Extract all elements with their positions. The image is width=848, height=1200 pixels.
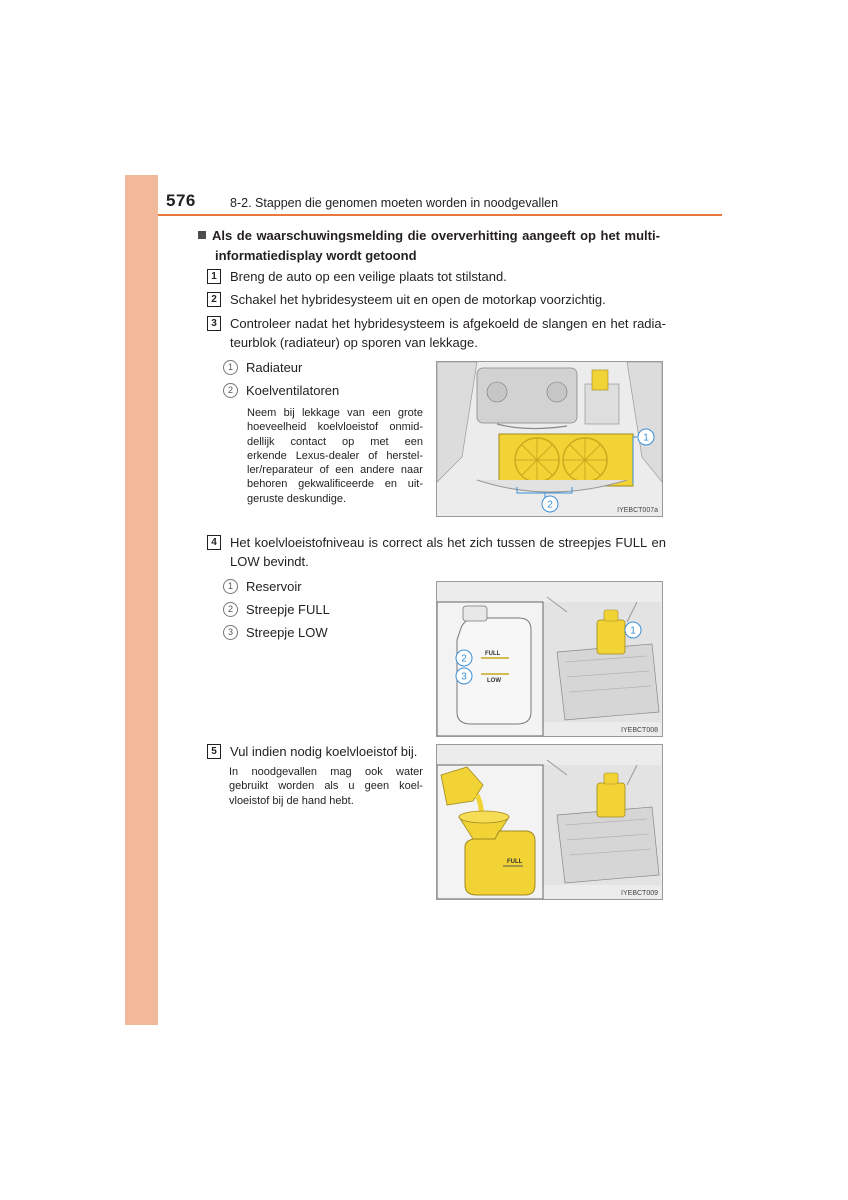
step-word: slangen bbox=[542, 316, 588, 331]
step-word: radia- bbox=[632, 316, 666, 331]
step-word: hybridesysteem bbox=[353, 316, 445, 331]
step-text: Schakel het hybridesysteem uit en open de motorkap voorzichtig. bbox=[230, 292, 606, 307]
step-word: als bbox=[426, 535, 443, 550]
heading-word: de bbox=[236, 228, 252, 243]
step-number: 5 bbox=[207, 744, 221, 759]
note-line: gebruikt worden als u geen koel- bbox=[229, 780, 423, 793]
step-word: en bbox=[651, 535, 666, 550]
tank-label-full: FULL bbox=[485, 651, 501, 657]
water-emergency-note bbox=[229, 765, 423, 808]
section-heading-first-word: Als bbox=[198, 226, 232, 246]
step-word: afgekoeld bbox=[462, 316, 520, 331]
step-number: 4 bbox=[207, 535, 221, 550]
step-word: Het bbox=[230, 535, 251, 550]
legend-label: Streepje FULL bbox=[246, 602, 330, 617]
figure-code: IYEBCT007a bbox=[617, 507, 658, 514]
legend-label: Streepje LOW bbox=[246, 625, 328, 640]
step-word: Controleer bbox=[230, 316, 291, 331]
leak-warning-note bbox=[247, 406, 423, 506]
step-word: de bbox=[539, 535, 555, 550]
note-line: ler/reparateur of een andere naar bbox=[247, 464, 423, 477]
step-number: 2 bbox=[207, 292, 221, 307]
figure-code: IYEBCT008 bbox=[621, 727, 658, 734]
step-text: Breng de auto op een veilige plaats tot stilstand. bbox=[230, 269, 507, 284]
step-text-line2: LOW bevindt. bbox=[230, 554, 309, 569]
figure-radiator-engine-bay bbox=[436, 361, 663, 517]
chapter-title: 8-2. Stappen die genomen moeten worden in noodgevallen bbox=[230, 196, 559, 210]
step-word: zich bbox=[469, 535, 493, 550]
note-line: erkende Lexus-dealer of herstel- bbox=[247, 449, 423, 462]
heading-word: waarschuwingsmelding bbox=[256, 228, 404, 243]
heading-word: oververhitting bbox=[430, 228, 518, 243]
callout-number: 1 bbox=[643, 432, 649, 444]
step-number: 1 bbox=[207, 269, 221, 284]
note-line: geruste deskundige. bbox=[247, 492, 347, 505]
legend-label: Koelventilatoren bbox=[246, 383, 340, 398]
legend-label: Reservoir bbox=[246, 579, 302, 594]
step-text bbox=[230, 314, 666, 352]
section-heading-line2: informatiedisplay wordt getoond bbox=[215, 248, 417, 263]
figure-refill-coolant bbox=[436, 744, 663, 900]
page-number: 576 bbox=[166, 191, 196, 210]
section-heading-line1 bbox=[198, 226, 660, 246]
step-word: koelvloeistofniveau bbox=[254, 535, 365, 550]
callout-marker: 2 bbox=[223, 383, 238, 398]
engine-bay-illustration bbox=[437, 362, 662, 516]
callout-number: 2 bbox=[547, 499, 553, 511]
heading-word: multi- bbox=[624, 228, 660, 243]
heading-word: aangeeft bbox=[522, 228, 576, 243]
step-text bbox=[230, 533, 666, 571]
chapter-side-tab bbox=[125, 175, 158, 1025]
heading-word: die bbox=[407, 228, 427, 243]
step-word: is bbox=[449, 316, 459, 331]
callout-number: 3 bbox=[461, 671, 467, 683]
heading-word: het bbox=[600, 228, 621, 243]
reservoir-illustration bbox=[437, 582, 662, 736]
step-word: en bbox=[591, 316, 607, 331]
step-word: tussen bbox=[497, 535, 536, 550]
figure-coolant-reservoir bbox=[436, 581, 663, 737]
step-word: is bbox=[368, 535, 379, 550]
square-bullet-icon bbox=[198, 231, 206, 239]
note-line: hoeveelheid koelvloeistof onmid- bbox=[247, 421, 423, 434]
heading-word: op bbox=[580, 228, 596, 243]
step-word: het bbox=[447, 535, 466, 550]
callout-number: 2 bbox=[461, 653, 467, 665]
step-text-line2: teurblok (radiateur) op sporen van lekkage. bbox=[230, 335, 478, 350]
step-word: de bbox=[523, 316, 538, 331]
note-line: behoren gekwalificeerde en uit- bbox=[247, 478, 423, 491]
step-word: het bbox=[331, 316, 350, 331]
note-line: Neem bij lekkage van een grote bbox=[247, 407, 423, 419]
refill-illustration bbox=[437, 745, 662, 899]
callout-marker: 3 bbox=[223, 625, 238, 640]
step-word: nadat bbox=[294, 316, 328, 331]
note-line: vloeistof bij de hand hebt. bbox=[229, 794, 354, 807]
tank-label-full: FULL bbox=[507, 859, 523, 865]
callout-marker: 1 bbox=[223, 360, 238, 375]
step-word: FULL bbox=[615, 535, 648, 550]
note-line: dellijk contact op met een bbox=[247, 435, 423, 448]
section-heading bbox=[198, 226, 660, 266]
figure-code: IYEBCT009 bbox=[621, 890, 658, 897]
note-line: In noodgevallen mag ook water bbox=[229, 766, 423, 778]
step-word: correct bbox=[382, 535, 423, 550]
callout-number: 1 bbox=[630, 625, 636, 637]
step-number: 3 bbox=[207, 316, 221, 331]
callout-marker: 2 bbox=[223, 602, 238, 617]
step-word: het bbox=[610, 316, 629, 331]
legend-label: Radiateur bbox=[246, 360, 303, 375]
header-rule bbox=[158, 214, 722, 216]
callout-marker: 1 bbox=[223, 579, 238, 594]
step-text: Vul indien nodig koelvloeistof bij. bbox=[230, 744, 418, 759]
step-word: streepjes bbox=[558, 535, 612, 550]
tank-label-low: LOW bbox=[487, 678, 501, 684]
